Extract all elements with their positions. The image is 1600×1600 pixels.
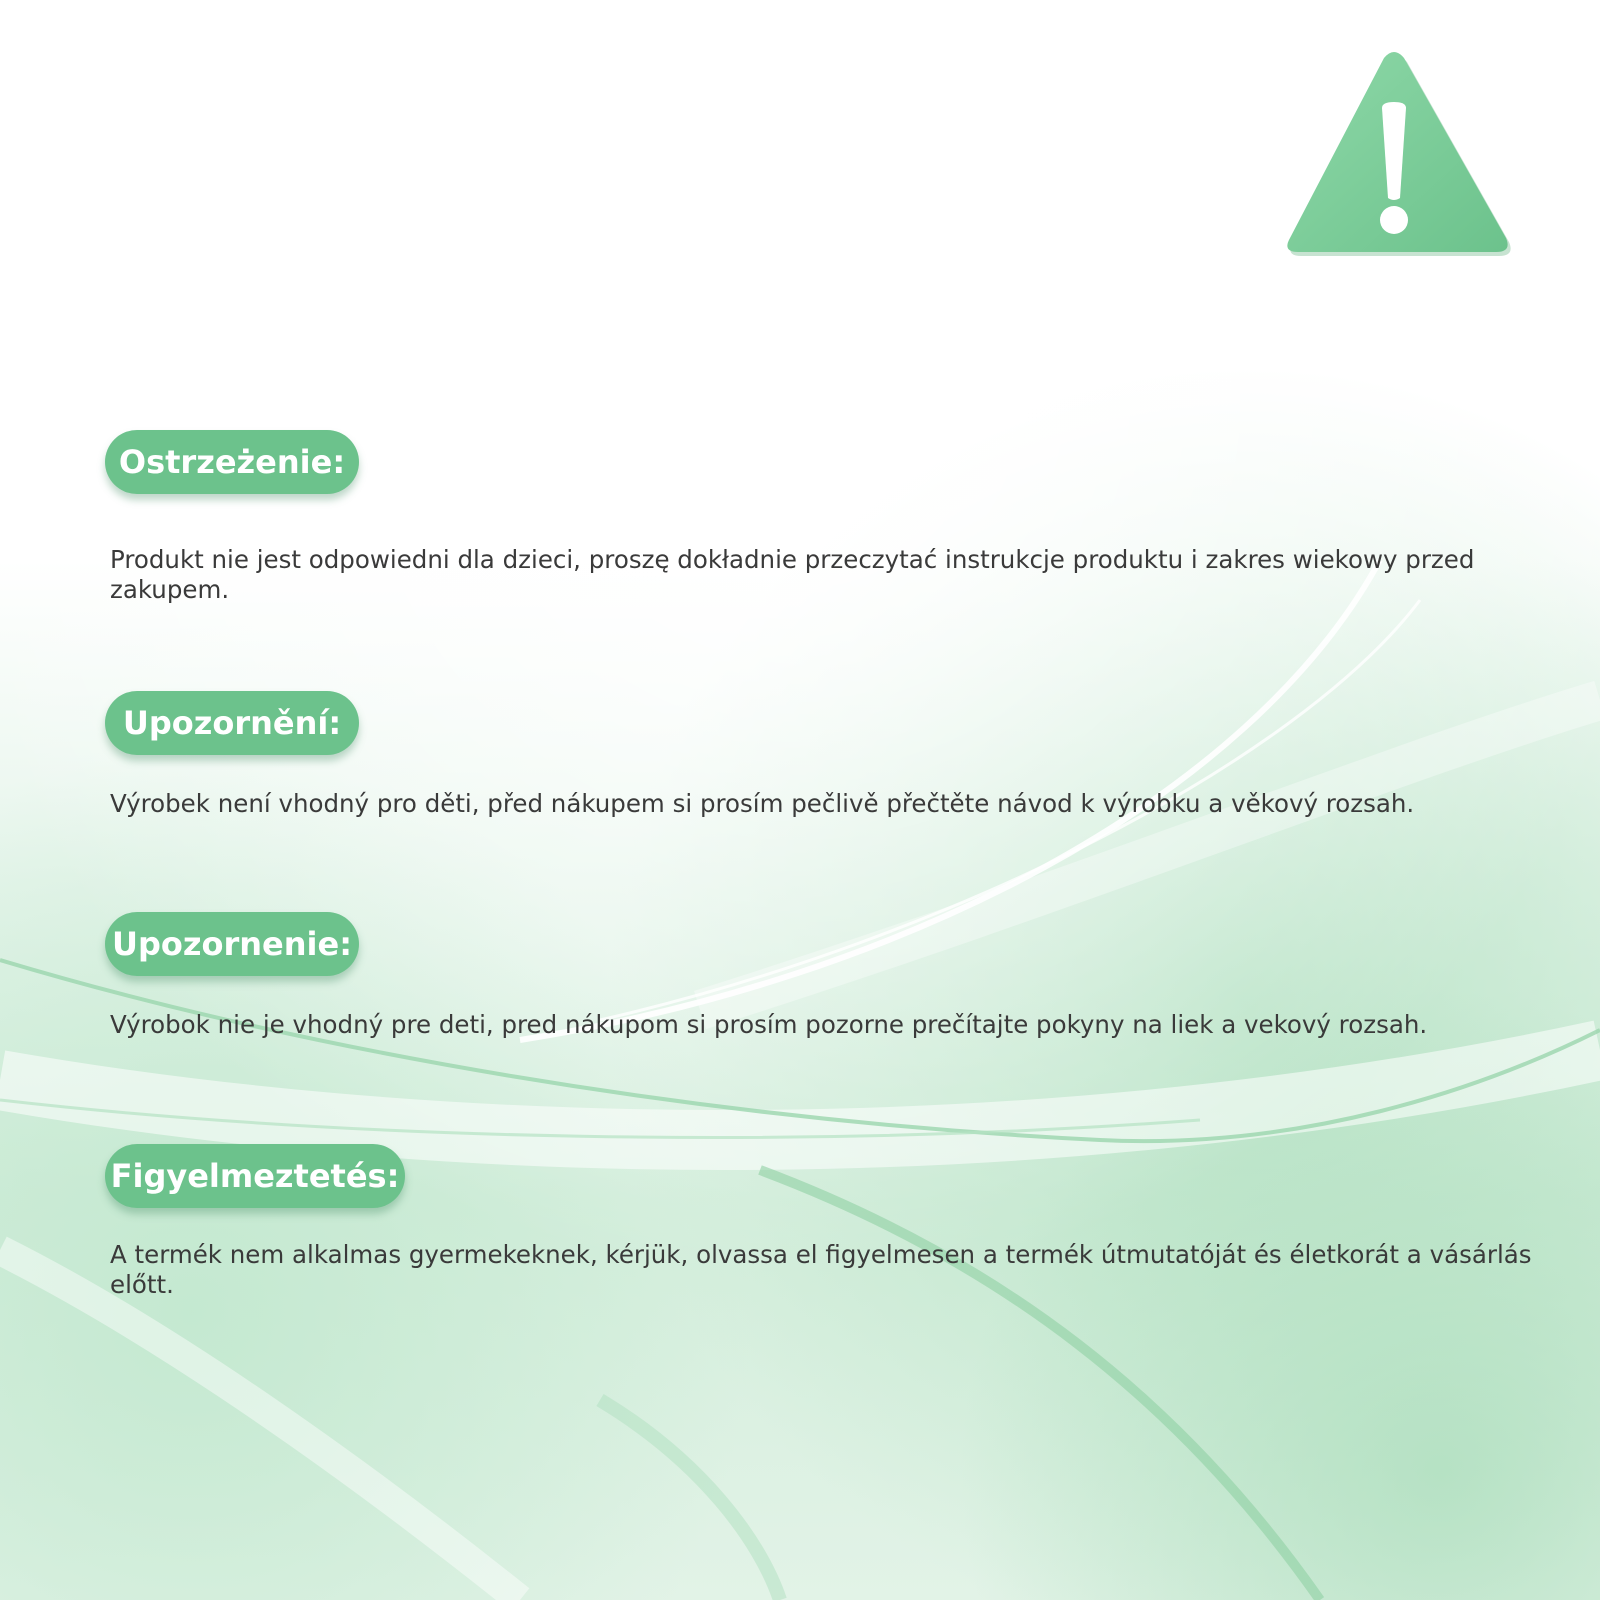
section-heading-badge: Figyelmeztetés: bbox=[105, 1144, 405, 1208]
section-text: Výrobek není vhodný pro děti, před nákupem si prosím pečlivě přečtěte návod k výrobku a věkový rozsah. bbox=[110, 789, 1415, 818]
warning-triangle-icon bbox=[1286, 50, 1522, 260]
section-heading-badge: Upozornenie: bbox=[105, 912, 359, 976]
section-heading-badge: Ostrzeżenie: bbox=[105, 430, 359, 494]
section-text: Produkt nie jest odpowiedni dla dzieci, proszę dokładnie przeczytać instrukcje produktu i zakres wiekowy przed zakupem. bbox=[110, 545, 1475, 604]
section-text: Výrobok nie je vhodný pre deti, pred nákupom si prosím pozorne prečítajte pokyny na liek a vekový rozsah. bbox=[110, 1010, 1428, 1039]
section-heading-badge: Upozornění: bbox=[105, 691, 359, 755]
section-text: A termék nem alkalmas gyermekeknek, kérjük, olvassa el figyelmesen a termék útmutatóját és életkorát a vásárlás előtt. bbox=[110, 1240, 1532, 1299]
